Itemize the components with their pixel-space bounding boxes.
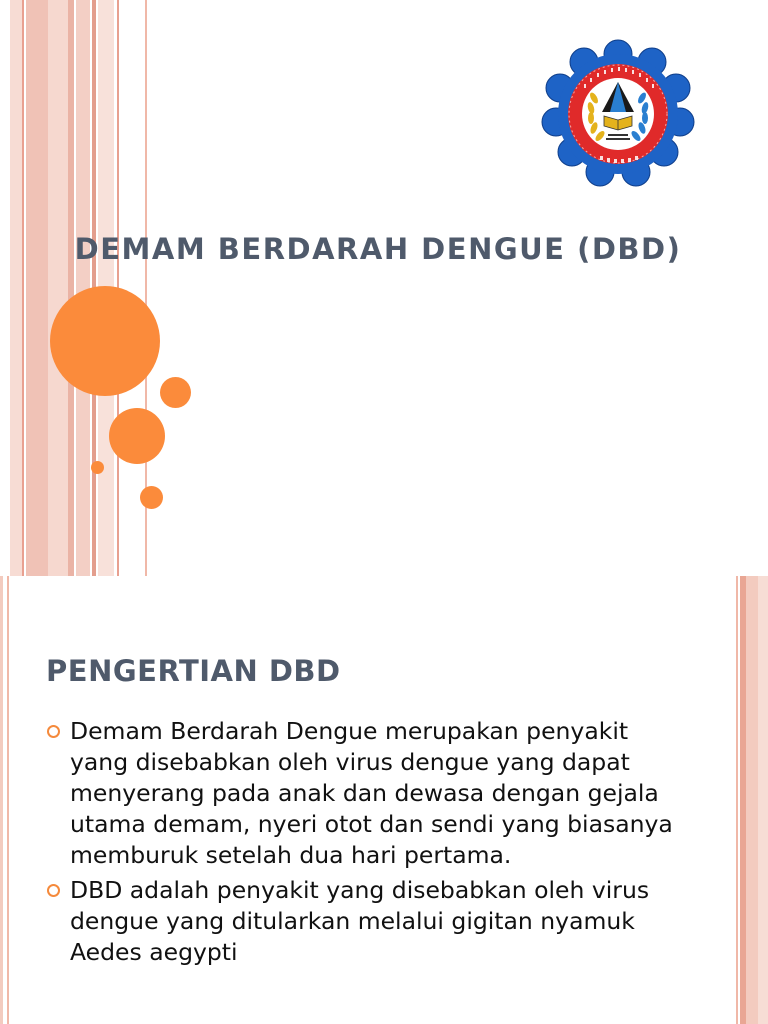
- bullet-text: DBD adalah penyakit yang disebabkan oleh virus dengue yang ditularkan melalui gigitan nyamuk Aedes aegypti: [70, 876, 650, 966]
- decorative-band: [10, 0, 22, 576]
- decorative-circle: [140, 486, 163, 509]
- institution-logo-icon: [536, 38, 700, 188]
- decorative-band: [26, 0, 48, 576]
- decorative-band: [746, 576, 758, 1024]
- bullet-ring-icon: [47, 725, 60, 738]
- decorative-band: [22, 0, 24, 576]
- decorative-circle: [160, 377, 191, 408]
- decorative-band: [758, 576, 768, 1024]
- list-item: [46, 875, 686, 968]
- decorative-band: [736, 576, 738, 1024]
- decorative-band: [68, 0, 74, 576]
- decorative-circle: [109, 408, 165, 464]
- decorative-band: [48, 0, 68, 576]
- slide-title: PENGERTIAN DBD: [46, 654, 341, 688]
- list-item: [46, 716, 686, 871]
- decorative-band: [0, 576, 3, 1024]
- decorative-band: [7, 576, 9, 1024]
- bullet-text: Demam Berdarah Dengue merupakan penyakit yang disebabkan oleh virus dengue yang dapat menyerang pada anak dan dewasa dengan gejala utama demam, nyeri otot dan sendi yang biasanya memburuk setelah dua hari pertama.: [70, 717, 673, 869]
- bullet-ring-icon: [47, 884, 60, 897]
- bullet-list: [46, 716, 686, 972]
- decorative-circle-large: [50, 286, 160, 396]
- slide-title: DEMAM BERDARAH DENGUE (DBD): [74, 232, 682, 266]
- decorative-circle: [91, 461, 104, 474]
- content-slide: [0, 576, 768, 1024]
